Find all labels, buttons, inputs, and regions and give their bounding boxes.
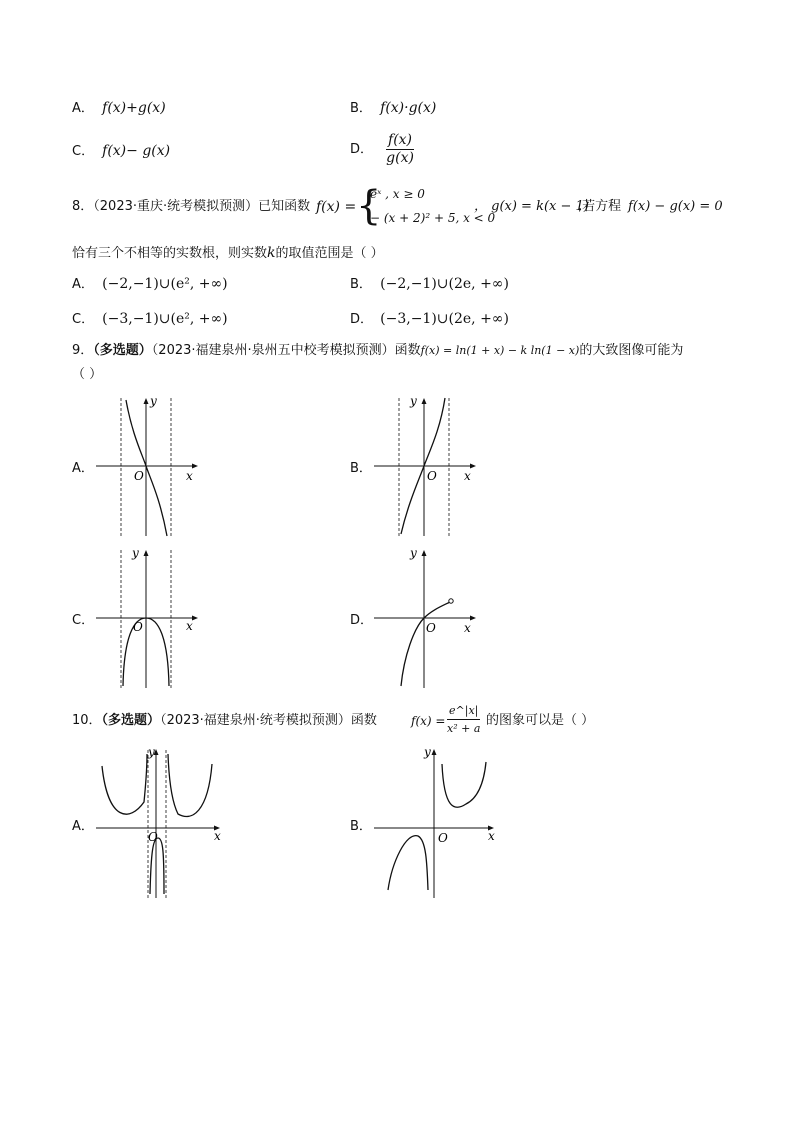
y-axis-label: y xyxy=(132,546,139,560)
x-axis-label: x xyxy=(186,469,193,483)
stem-text: 的图象可以是（ ） xyxy=(486,713,595,728)
q7-option-c[interactable] xyxy=(72,142,170,161)
curve-left xyxy=(102,754,147,814)
variable-k: k xyxy=(267,245,276,261)
curve-left xyxy=(388,836,428,890)
x-axis-label: x xyxy=(488,829,495,843)
x-axis-arrow xyxy=(470,616,476,621)
option-expression: f(x)− g(x) xyxy=(102,143,171,159)
curve-right xyxy=(168,754,212,816)
question-number: 10． xyxy=(72,713,102,728)
q9-graph-b-label[interactable]: B． xyxy=(350,461,372,476)
q10-graph-a-label[interactable]: A． xyxy=(72,819,94,834)
y-axis-arrow xyxy=(422,550,427,556)
option-expression: f(x)·g(x) xyxy=(380,100,437,116)
question-tag: （多选题） xyxy=(101,713,161,728)
option-label: A． xyxy=(72,277,94,292)
stem-text: 恰有三个不相等的实数根，则实数 xyxy=(72,246,268,261)
q10-fraction xyxy=(445,702,482,737)
option-label: D． xyxy=(350,312,374,327)
x-axis-label: x xyxy=(464,621,471,635)
q10-graph-b-label[interactable]: B． xyxy=(350,819,372,834)
question-number: 9． xyxy=(72,343,94,358)
option-expression: (−2,−1)∪(2e, +∞) xyxy=(380,276,509,292)
x-axis-arrow xyxy=(192,616,198,621)
q8-f-definition: f(x) = xyxy=(316,199,357,215)
option-expression: (−2,−1)∪(e², +∞) xyxy=(102,276,228,292)
stem-text: 函数 xyxy=(394,343,421,358)
stem-text: 的取值范围是（ ） xyxy=(275,246,384,261)
option-expression: f(x)+g(x) xyxy=(102,100,166,116)
y-axis-label: y xyxy=(150,394,157,408)
origin-label: O xyxy=(148,830,158,844)
q8-piece-2: − (x + 2)² + 5, x < 0 xyxy=(370,211,496,225)
origin-label: O xyxy=(133,620,143,634)
y-axis-label: y xyxy=(410,546,417,560)
q9-graph-d-label[interactable]: D． xyxy=(350,613,374,628)
q8-option-b[interactable] xyxy=(350,275,509,294)
answer-paren: （ ） xyxy=(72,367,103,382)
x-axis-label: x xyxy=(186,619,193,633)
fraction-denominator: x² + a xyxy=(447,722,481,735)
q9-graph-c[interactable] xyxy=(92,546,202,692)
q9-f-definition: f(x) = ln(1 + x) − k ln(1 − x) xyxy=(420,344,580,357)
q7-option-b[interactable] xyxy=(350,99,436,118)
origin-label: O xyxy=(134,469,144,483)
question-number: 8． xyxy=(72,199,94,214)
fraction-numerator: e^|x| xyxy=(447,702,480,720)
q7-option-d[interactable] xyxy=(350,132,416,167)
q8-equation: f(x) − g(x) = 0 xyxy=(628,199,723,214)
curve-middle xyxy=(150,838,164,894)
q9-graph-d[interactable] xyxy=(370,546,480,692)
q8-option-d[interactable] xyxy=(350,310,509,329)
q9-graph-b[interactable] xyxy=(370,394,480,540)
q8-option-c[interactable] xyxy=(72,310,228,329)
q8-stem-line1 xyxy=(72,198,310,216)
stem-text: 函数 xyxy=(350,713,377,728)
x-axis-arrow xyxy=(470,464,476,469)
question-source: （2023·福建泉州·泉州五中校考模拟预测） xyxy=(151,343,395,358)
fraction-numerator: f(x) xyxy=(388,132,413,148)
q10-graph-b[interactable] xyxy=(370,742,504,900)
q7-option-a[interactable] xyxy=(72,99,166,118)
piecewise-brace: { xyxy=(356,183,382,229)
q8-stem-line2 xyxy=(72,244,384,263)
option-label: A． xyxy=(72,101,94,116)
y-axis-arrow xyxy=(144,398,149,404)
option-label: B． xyxy=(350,101,372,116)
y-axis-label: y xyxy=(424,745,431,759)
fraction-expression xyxy=(384,132,416,167)
q10-f-lhs: f(x) = xyxy=(411,714,446,728)
curve xyxy=(401,602,450,686)
q9-graph-a[interactable] xyxy=(92,394,202,540)
option-label: C． xyxy=(72,312,95,327)
x-axis-label: x xyxy=(464,469,471,483)
question-source: （2023·福建泉州·统考模拟预测） xyxy=(160,713,351,728)
option-label: D． xyxy=(350,141,374,157)
x-axis-arrow xyxy=(192,464,198,469)
q8-option-a[interactable] xyxy=(72,275,228,294)
question-tag: （多选题） xyxy=(93,343,152,358)
q9-stem-line1 xyxy=(72,342,683,360)
option-label: B． xyxy=(350,277,372,292)
stem-text: 的大致图像可能为 xyxy=(579,343,684,358)
fraction-denominator: g(x) xyxy=(386,150,414,166)
origin-label: O xyxy=(427,469,437,483)
q8-g-definition: ， g(x) = k(x − 1) xyxy=(474,199,589,214)
y-axis-arrow xyxy=(422,398,427,404)
origin-label: O xyxy=(438,831,448,845)
option-expression: (−3,−1)∪(e², +∞) xyxy=(102,311,228,327)
y-axis-label: y xyxy=(148,745,155,759)
open-endpoint xyxy=(449,599,453,603)
question-source: （2023·重庆·统考模拟预测） xyxy=(93,199,259,214)
stem-text: ,若方程 xyxy=(578,199,622,214)
origin-label: O xyxy=(426,621,436,635)
y-axis-label: y xyxy=(410,394,417,408)
curve-right xyxy=(442,762,486,807)
option-label: C． xyxy=(72,144,95,159)
stem-text: 已知函数 xyxy=(258,199,311,214)
q9-graph-c-label[interactable]: C． xyxy=(72,613,95,628)
option-expression: (−3,−1)∪(2e, +∞) xyxy=(380,311,509,327)
y-axis-arrow xyxy=(144,550,149,556)
q9-graph-a-label[interactable]: A． xyxy=(72,461,94,476)
q10-graph-a[interactable] xyxy=(92,742,226,900)
q10-stem xyxy=(72,712,377,730)
q8-piece-1: eˣ , x ≥ 0 xyxy=(370,187,425,201)
y-axis-arrow xyxy=(432,749,437,755)
x-axis-label: x xyxy=(214,829,221,843)
